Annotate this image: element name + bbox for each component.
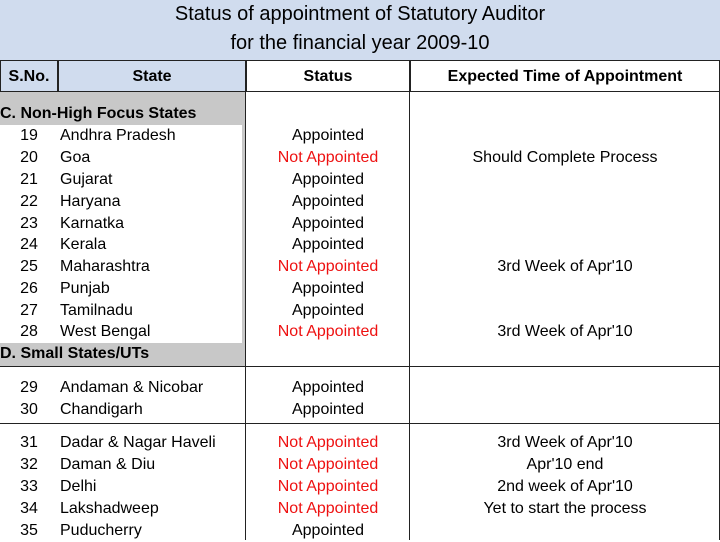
header-expected-time: Expected Time of Appointment <box>410 60 720 92</box>
row-sno: 28 <box>20 323 38 340</box>
row-sno: 22 <box>20 193 38 210</box>
row-status: Appointed <box>291 236 365 253</box>
row-status: Not Appointed <box>277 478 379 495</box>
row-state: Kerala <box>60 236 107 253</box>
row-sno: 30 <box>20 401 38 418</box>
row-state: Haryana <box>60 193 121 210</box>
section-heading: C. Non-High Focus States <box>0 105 197 122</box>
row-state: Andhra Pradesh <box>60 127 176 144</box>
row-expected-time: 3rd Week of Apr'10 <box>497 323 633 340</box>
row-state: Tamilnadu <box>60 302 133 319</box>
row-status: Appointed <box>291 379 365 396</box>
row-expected-time: 2nd week of Apr'10 <box>497 478 633 495</box>
section-divider <box>0 366 720 367</box>
row-state: Delhi <box>60 478 97 495</box>
row-sno: 20 <box>20 149 38 166</box>
group-divider <box>0 423 720 424</box>
row-status: Not Appointed <box>277 434 379 451</box>
row-status: Appointed <box>291 401 365 418</box>
row-sno: 35 <box>20 522 38 539</box>
row-expected-time: 3rd Week of Apr'10 <box>497 258 633 275</box>
title-line-1: Status of appointment of Statutory Auditor <box>174 3 546 25</box>
row-sno: 34 <box>20 500 38 517</box>
row-sno: 25 <box>20 258 38 275</box>
row-state: Punjab <box>60 280 110 297</box>
row-state: Dadar & Nagar Haveli <box>60 434 216 451</box>
row-status: Not Appointed <box>277 500 379 517</box>
row-sno: 27 <box>20 302 38 319</box>
row-sno: 32 <box>20 456 38 473</box>
row-state: Gujarat <box>60 171 113 188</box>
row-status: Appointed <box>291 302 365 319</box>
row-expected-time: 3rd Week of Apr'10 <box>497 434 633 451</box>
row-state: Karnatka <box>60 215 125 232</box>
row-state: Lakshadweep <box>60 500 159 517</box>
row-state: West Bengal <box>60 323 151 340</box>
row-status: Appointed <box>291 522 365 539</box>
row-sno: 24 <box>20 236 38 253</box>
header-status: Status <box>246 60 410 92</box>
row-state: Maharashtra <box>60 258 150 275</box>
row-status: Appointed <box>291 280 365 297</box>
row-status: Appointed <box>291 171 365 188</box>
title-line-2: for the financial year 2009-10 <box>230 32 490 54</box>
row-status: Not Appointed <box>277 149 379 166</box>
table-title <box>0 0 720 61</box>
section-heading: D. Small States/UTs <box>0 345 150 362</box>
row-status: Appointed <box>291 215 365 232</box>
row-state: Andaman & Nicobar <box>60 379 204 396</box>
row-sno: 19 <box>20 127 38 144</box>
row-expected-time: Apr'10 end <box>526 456 604 473</box>
row-sno: 33 <box>20 478 38 495</box>
row-expected-time: Yet to start the process <box>483 500 647 517</box>
row-state: Goa <box>60 149 91 166</box>
row-status: Not Appointed <box>277 456 379 473</box>
row-state: Daman & Diu <box>60 456 156 473</box>
row-sno: 21 <box>20 171 38 188</box>
row-sno: 29 <box>20 379 38 396</box>
row-expected-time: Should Complete Process <box>472 149 658 166</box>
row-state: Chandigarh <box>60 401 143 418</box>
row-sno: 26 <box>20 280 38 297</box>
row-status: Appointed <box>291 193 365 210</box>
row-sno: 23 <box>20 215 38 232</box>
row-state: Puducherry <box>60 522 142 539</box>
row-sno: 31 <box>20 434 38 451</box>
row-status: Appointed <box>291 127 365 144</box>
header-state: State <box>58 60 246 92</box>
row-status: Not Appointed <box>277 258 379 275</box>
row-status: Not Appointed <box>277 323 379 340</box>
header-sno: S.No. <box>0 60 58 92</box>
